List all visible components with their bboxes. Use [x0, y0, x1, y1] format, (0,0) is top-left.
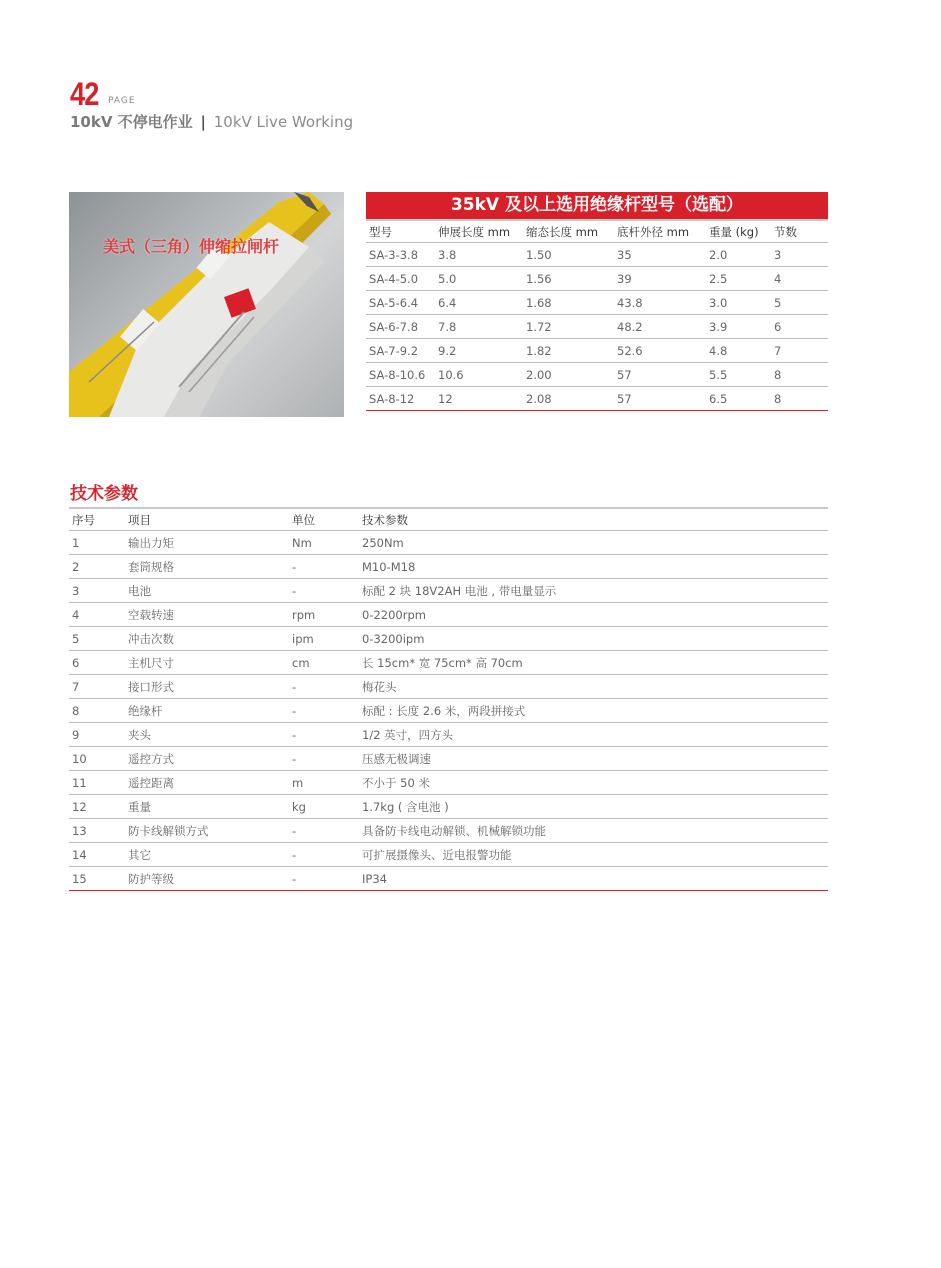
table-cell: 0-2200rpm — [362, 607, 426, 622]
table-cell: 3.8 — [438, 247, 457, 262]
table-cell: 43.8 — [617, 295, 643, 310]
table-cell: 1 — [72, 535, 80, 550]
spec-section-title: 技术参数 — [70, 484, 138, 504]
table-cell: 6 — [774, 319, 782, 334]
header-cell: 单位 — [292, 512, 315, 527]
header-cell: 节数 — [774, 224, 797, 239]
table-cell: 不小于 50 米 — [362, 775, 430, 790]
table-cell: 10 — [72, 751, 87, 766]
table-cell: 5 — [774, 295, 782, 310]
table-cell: M10-M18 — [362, 559, 416, 574]
table-cell: 套筒规格 — [128, 559, 174, 574]
table-cell: - — [292, 703, 297, 718]
table-cell: 6.4 — [438, 295, 457, 310]
page-header — [70, 76, 136, 112]
table-cell: 57 — [617, 391, 632, 406]
table-cell: SA-4-5.0 — [369, 271, 419, 286]
table-row — [69, 771, 828, 795]
table-cell: 52.6 — [617, 343, 643, 358]
photo-caption: 美式（三角）伸缩拉闸杆 — [103, 237, 280, 256]
table-cell: 250Nm — [362, 535, 404, 550]
table-cell: 5.5 — [709, 367, 728, 382]
table-cell: 14 — [72, 847, 87, 862]
table-cell: 39 — [617, 271, 632, 286]
header-cell: 技术参数 — [362, 512, 408, 527]
table-cell: 长 15cm* 宽 75cm* 高 70cm — [362, 655, 523, 670]
table-cell: m — [292, 775, 304, 790]
model-table — [366, 192, 828, 411]
table-cell: 1.7kg ( 含电池 ) — [362, 799, 449, 814]
table-row — [69, 675, 828, 699]
table-cell: 压感无极调速 — [362, 751, 431, 766]
header-cell: 型号 — [369, 224, 392, 239]
table-cell: 0-3200ipm — [362, 631, 425, 646]
table-cell: 电池 — [128, 583, 151, 598]
table-cell: 接口形式 — [128, 679, 174, 694]
table-row — [69, 531, 828, 555]
spec-table — [69, 507, 828, 891]
table-row — [69, 603, 828, 627]
table-cell: 遥控方式 — [128, 751, 174, 766]
table-cell: - — [292, 871, 297, 886]
table-cell: 2.08 — [526, 391, 552, 406]
table-cell: 防护等级 — [128, 871, 174, 886]
table-cell: 输出力矩 — [128, 535, 174, 550]
table-cell: 1/2 英寸，四方头 — [362, 727, 454, 742]
table-cell: 标配 2 块 18V2AH 电池 , 带电量显示 — [362, 583, 557, 598]
table-cell: 35 — [617, 247, 632, 262]
table-cell: - — [292, 727, 297, 742]
table-cell: 15 — [72, 871, 87, 886]
table-row — [366, 267, 828, 291]
table-cell: 11 — [72, 775, 87, 790]
spec-table-header — [69, 507, 828, 531]
table-cell: 可扩展摄像头、近电报警功能 — [362, 847, 512, 862]
table-row — [69, 555, 828, 579]
table-cell: 2 — [72, 559, 80, 574]
table-cell: 12 — [72, 799, 87, 814]
table-cell: 5 — [72, 631, 80, 646]
table-cell: 8 — [72, 703, 80, 718]
table-cell: - — [292, 847, 297, 862]
header-cell: 项目 — [128, 512, 151, 527]
table-cell: 绝缘杆 — [128, 703, 163, 718]
table-cell: 3 — [774, 247, 782, 262]
table-row — [69, 627, 828, 651]
header-cell: 重量 (kg) — [709, 224, 759, 239]
table-cell: 梅花头 — [362, 679, 397, 694]
table-cell: SA-8-12 — [369, 391, 415, 406]
table-row — [69, 819, 828, 843]
table-cell: cm — [292, 655, 310, 670]
table-cell: - — [292, 823, 297, 838]
table-cell: SA-5-6.4 — [369, 295, 419, 310]
subtitle-cn: 10kV 不停电作业 — [70, 113, 193, 131]
table-cell: kg — [292, 799, 306, 814]
table-cell: - — [292, 559, 297, 574]
table-cell: 10.6 — [438, 367, 464, 382]
model-table-header — [366, 219, 828, 243]
table-row — [69, 579, 828, 603]
table-cell: 4.8 — [709, 343, 728, 358]
table-cell: 其它 — [128, 847, 151, 862]
table-row — [69, 699, 828, 723]
table-cell: - — [292, 583, 297, 598]
table-row — [69, 843, 828, 867]
table-cell: 1.82 — [526, 343, 552, 358]
table-cell: Nm — [292, 535, 312, 550]
table-row — [69, 795, 828, 819]
table-cell: 9 — [72, 727, 80, 742]
table-cell: 1.56 — [526, 271, 552, 286]
table-cell: IP34 — [362, 871, 387, 886]
table-cell: 57 — [617, 367, 632, 382]
table-cell: - — [292, 751, 297, 766]
table-cell: 主机尺寸 — [128, 655, 174, 670]
table-cell: 6.5 — [709, 391, 728, 406]
table-row — [69, 651, 828, 675]
table-cell: 冲击次数 — [128, 631, 174, 646]
header-cell: 底杆外径 mm — [617, 224, 690, 239]
table-cell: 5.0 — [438, 271, 457, 286]
table-cell: 2.0 — [709, 247, 728, 262]
table-row — [366, 339, 828, 363]
section-subtitle — [70, 111, 353, 132]
table-cell: 标配 : 长度 2.6 米，两段拼接式 — [362, 703, 526, 718]
table-cell: 重量 — [128, 799, 151, 814]
table-cell: 夹头 — [128, 727, 151, 742]
header-cell: 伸展长度 mm — [438, 224, 511, 239]
table-row — [366, 243, 828, 267]
table-cell: 6 — [72, 655, 80, 670]
table-cell: 空载转速 — [128, 607, 174, 622]
telescopic-pole-illustration — [69, 192, 344, 417]
header-cell: 缩态长度 mm — [526, 224, 599, 239]
model-table-title: 35kV 及以上选用绝缘杆型号（选配） — [366, 192, 828, 219]
page-number: 42 — [70, 76, 99, 112]
table-cell: 2.00 — [526, 367, 552, 382]
table-cell: 1.68 — [526, 295, 552, 310]
table-cell: 7 — [72, 679, 80, 694]
table-cell: 1.72 — [526, 319, 552, 334]
table-row — [69, 723, 828, 747]
table-cell: 遥控距离 — [128, 775, 174, 790]
table-cell: SA-8-10.6 — [369, 367, 426, 382]
subtitle-en: 10kV Live Working — [213, 113, 354, 131]
table-cell: 8 — [774, 367, 782, 382]
table-cell: 3.0 — [709, 295, 728, 310]
table-cell: SA-3-3.8 — [369, 247, 419, 262]
table-cell: - — [292, 679, 297, 694]
table-cell: 3 — [72, 583, 80, 598]
table-cell: 7.8 — [438, 319, 457, 334]
table-cell: 3.9 — [709, 319, 728, 334]
table-cell: 4 — [774, 271, 782, 286]
table-row — [69, 747, 828, 771]
table-cell: 具备防卡线电动解锁、机械解锁功能 — [362, 823, 546, 838]
table-row — [366, 291, 828, 315]
page-label: PAGE — [108, 96, 136, 106]
table-row — [69, 867, 828, 891]
header-cell: 序号 — [72, 512, 95, 527]
table-cell: 4 — [72, 607, 80, 622]
table-row — [366, 363, 828, 387]
table-cell: SA-6-7.8 — [369, 319, 419, 334]
subtitle-separator: | — [200, 113, 206, 131]
product-photo — [69, 192, 344, 417]
table-cell: 12 — [438, 391, 453, 406]
table-cell: SA-7-9.2 — [369, 343, 419, 358]
table-cell: 48.2 — [617, 319, 643, 334]
table-cell: 1.50 — [526, 247, 552, 262]
table-cell: 13 — [72, 823, 87, 838]
table-cell: 2.5 — [709, 271, 728, 286]
table-row — [366, 315, 828, 339]
table-cell: 8 — [774, 391, 782, 406]
table-cell: 防卡线解锁方式 — [128, 823, 209, 838]
table-cell: 7 — [774, 343, 782, 358]
table-cell: 9.2 — [438, 343, 457, 358]
table-row — [366, 387, 828, 411]
table-cell: ipm — [292, 631, 314, 646]
table-cell: rpm — [292, 607, 316, 622]
